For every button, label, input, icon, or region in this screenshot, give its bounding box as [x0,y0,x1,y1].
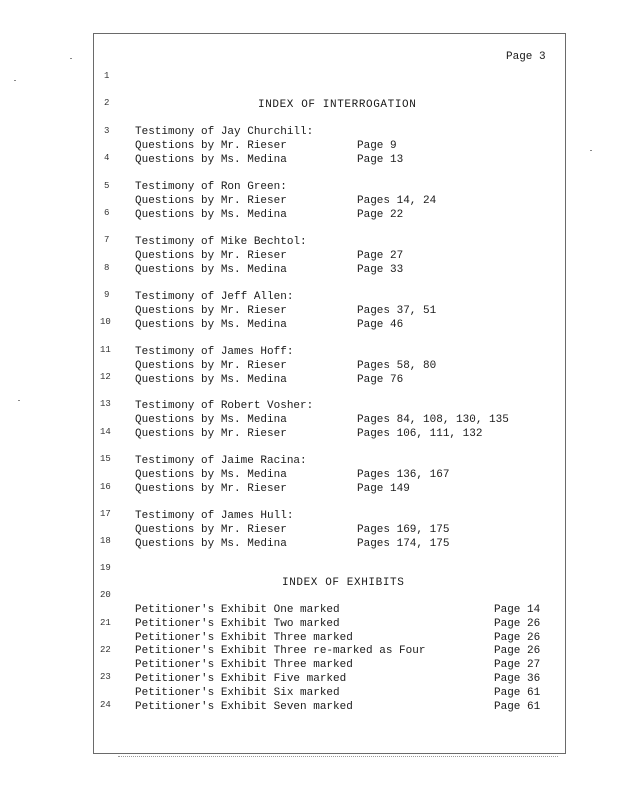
scan-speck [590,150,592,151]
page-ref: Pages 169, 175 [357,524,450,536]
question-line: Questions by Ms. Medina [135,209,287,221]
question-line: Questions by Mr. Rieser [135,524,287,536]
page-ref: Page 76 [357,374,404,386]
scan-speck [14,80,16,81]
exhibit-page: Page 26 [494,618,541,630]
line-number: 13 [100,399,111,409]
line-number: 3 [104,126,110,136]
witness-label: Testimony of James Hoff: [135,346,294,358]
line-number: 1 [104,71,110,81]
witness-label: Testimony of Jeff Allen: [135,291,294,303]
page-ref: Page 27 [357,250,404,262]
question-line: Questions by Ms. Medina [135,538,287,550]
line-number: 23 [100,672,111,682]
question-line: Questions by Mr. Rieser [135,483,287,495]
exhibit-line: Petitioner's Exhibit One marked [135,604,340,616]
exhibit-line: Petitioner's Exhibit Three marked [135,659,353,671]
exhibit-line: Petitioner's Exhibit Two marked [135,618,340,630]
question-line: Questions by Ms. Medina [135,319,287,331]
question-line: Questions by Ms. Medina [135,264,287,276]
witness-label: Testimony of Jaime Racina: [135,455,307,467]
page-ref: Page 9 [357,140,397,152]
exhibit-page: Page 26 [494,645,541,657]
question-line: Questions by Mr. Rieser [135,305,287,317]
line-number: 4 [104,153,110,163]
witness-label: Testimony of James Hull: [135,510,294,522]
witness-label: Testimony of Robert Vosher: [135,400,314,412]
question-line: Questions by Ms. Medina [135,374,287,386]
exhibit-line: Petitioner's Exhibit Five marked [135,673,347,685]
line-number: 19 [100,563,111,573]
witness-label: Testimony of Mike Bechtol: [135,236,307,248]
line-number: 24 [100,700,111,710]
line-number: 21 [100,618,111,628]
exhibit-line: Petitioner's Exhibit Seven marked [135,701,353,713]
line-number: 5 [104,181,110,191]
question-line: Questions by Mr. Rieser [135,428,287,440]
page-ref: Pages 37, 51 [357,305,437,317]
witness-label: Testimony of Jay Churchill: [135,126,314,138]
question-line: Questions by Mr. Rieser [135,195,287,207]
page-ref: Pages 58, 80 [357,360,437,372]
exhibit-page: Page 27 [494,659,541,671]
page-ref: Page 22 [357,209,404,221]
interrogation-heading: INDEX OF INTERROGATION [258,99,417,111]
page-ref: Pages 174, 175 [357,538,450,550]
question-line: Questions by Mr. Rieser [135,140,287,152]
bottom-rule [118,756,558,758]
question-line: Questions by Mr. Rieser [135,250,287,262]
question-line: Questions by Ms. Medina [135,469,287,481]
exhibit-page: Page 61 [494,701,541,713]
exhibit-line: Petitioner's Exhibit Three marked [135,632,353,644]
line-number: 2 [104,98,110,108]
exhibit-page: Page 36 [494,673,541,685]
page-ref: Pages 136, 167 [357,469,450,481]
line-number: 11 [100,345,111,355]
page-ref: Page 13 [357,154,404,166]
line-number: 17 [100,509,111,519]
page-ref: Pages 84, 108, 130, 135 [357,414,509,426]
page-ref: Page 33 [357,264,404,276]
line-number: 6 [104,208,110,218]
exhibit-line: Petitioner's Exhibit Three re-marked as Four [135,645,426,657]
line-number: 20 [100,590,111,600]
line-number: 15 [100,454,111,464]
line-number: 22 [100,645,111,655]
exhibit-page: Page 61 [494,687,541,699]
page-label: Page 3 [506,51,546,63]
scan-speck [70,58,72,59]
line-number: 9 [104,290,110,300]
line-number: 14 [100,427,111,437]
exhibits-heading: INDEX OF EXHIBITS [282,577,405,589]
question-line: Questions by Mr. Rieser [135,360,287,372]
exhibit-page: Page 14 [494,604,541,616]
line-number: 8 [104,263,110,273]
exhibit-line: Petitioner's Exhibit Six marked [135,687,340,699]
line-number: 10 [100,317,111,327]
line-number: 18 [100,536,111,546]
page-ref: Page 46 [357,319,404,331]
page-ref: Pages 106, 111, 132 [357,428,483,440]
scan-speck [18,400,20,401]
question-line: Questions by Ms. Medina [135,154,287,166]
page-ref: Pages 14, 24 [357,195,437,207]
question-line: Questions by Ms. Medina [135,414,287,426]
witness-label: Testimony of Ron Green: [135,181,287,193]
line-number: 16 [100,482,111,492]
exhibit-page: Page 26 [494,632,541,644]
line-number: 7 [104,235,110,245]
page-ref: Page 149 [357,483,410,495]
line-number: 12 [100,372,111,382]
